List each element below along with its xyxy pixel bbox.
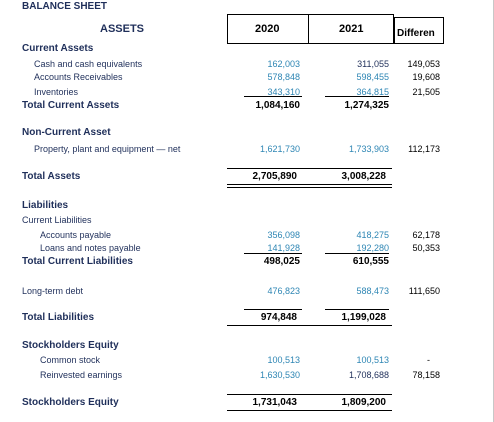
- row-label: Property, plant and equipment — net: [34, 144, 181, 154]
- value-diff: 78,158: [412, 370, 440, 380]
- value-2021: 1,733,903: [348, 144, 389, 154]
- double-rule: [227, 184, 392, 188]
- total-assets-2020: 2,705,890: [252, 171, 297, 182]
- total-equity-label: Stockholders Equity: [22, 397, 119, 408]
- row-label: Cash and cash equivalents: [34, 59, 143, 69]
- value-diff: 50,353: [412, 243, 440, 253]
- value-diff: -: [427, 355, 430, 365]
- value-2020: 356,098: [267, 230, 300, 240]
- value-2020: 1,630,530: [259, 370, 300, 380]
- value-2021: 598,455: [356, 72, 389, 82]
- long-term-debt-label: Long-term debt: [22, 286, 84, 296]
- total-assets-2021: 3,008,228: [341, 171, 386, 182]
- value-2021: 100,513: [356, 355, 389, 365]
- total-liabilities-2020: 974,848: [260, 312, 297, 323]
- top-rule: [244, 309, 302, 310]
- total-value-2021: 610,555: [352, 256, 389, 267]
- value-diff: 19,608: [412, 72, 440, 82]
- total-value-2020: 498,025: [263, 256, 300, 267]
- total-equity-2021: 1,809,200: [341, 397, 386, 408]
- row-label: Common stock: [40, 355, 101, 365]
- value-2020: 100,513: [267, 355, 300, 365]
- row-label: Loans and notes payable: [40, 243, 141, 253]
- total-assets-label: Total Assets: [22, 171, 81, 182]
- header-2020-cell: [227, 14, 310, 44]
- value-diff: 112,173: [408, 144, 440, 154]
- total-equity-2020: 1,731,043: [252, 397, 297, 408]
- value-2020: 476,823: [267, 286, 300, 296]
- row-label: Accounts Receivables: [34, 72, 123, 82]
- subtotal-rule: [325, 96, 389, 97]
- top-rule: [227, 168, 392, 169]
- section-current-assets: Current Assets: [22, 43, 94, 54]
- header-2020: 2020: [255, 23, 280, 35]
- row-label: Accounts payable: [40, 230, 112, 240]
- value-2020: 162,003: [267, 59, 300, 69]
- subtotal-rule: [244, 96, 302, 97]
- subtotal-rule: [325, 253, 389, 254]
- header-2021-cell: [308, 14, 394, 44]
- value-2021: 418,275: [356, 230, 389, 240]
- value-2021: 364,815: [356, 87, 389, 97]
- top-rule: [227, 394, 392, 395]
- row-label: Reinvested earnings: [40, 370, 123, 380]
- value-2020: 343,310: [267, 87, 300, 97]
- value-diff: 62,178: [412, 230, 440, 240]
- section-stockholders-equity: Stockholders Equity: [22, 340, 119, 351]
- total-current-liabilities-label: Total Current Liabilities: [22, 256, 133, 267]
- assets-header: ASSETS: [100, 23, 145, 35]
- total-value-2021: 1,274,325: [344, 100, 389, 111]
- value-diff: 21,505: [412, 87, 440, 97]
- value-2020: 1,621,730: [259, 144, 300, 154]
- total-current-assets-label: Total Current Assets: [22, 100, 120, 111]
- total-value-2020: 1,084,160: [255, 100, 300, 111]
- total-liabilities-label: Total Liabilities: [22, 312, 95, 323]
- value-diff: 149,053: [407, 59, 440, 69]
- value-2020: 141,928: [267, 243, 300, 253]
- section-liabilities: Liabilities: [22, 200, 69, 211]
- sheet-title: BALANCE SHEET: [22, 1, 108, 12]
- subsection-current-liabilities: Current Liabilities: [22, 215, 92, 225]
- subtotal-rule: [244, 253, 302, 254]
- total-liabilities-2021: 1,199,028: [341, 312, 386, 323]
- value-2021: 192,280: [356, 243, 389, 253]
- bottom-rule: [227, 325, 392, 326]
- value-2020: 578,848: [267, 72, 300, 82]
- header-diff: Differen: [397, 28, 435, 39]
- value-2021: 1,708,688: [348, 370, 389, 380]
- bottom-rule: [227, 410, 392, 411]
- value-diff: 111,650: [408, 286, 440, 296]
- value-2021: 588,473: [356, 286, 389, 296]
- section-non-current-asset: Non-Current Asset: [22, 127, 111, 138]
- header-2021: 2021: [339, 23, 364, 35]
- header-diff-cell: [394, 17, 444, 44]
- value-2021: 311,055: [357, 59, 389, 69]
- row-label: Inventories: [34, 87, 79, 97]
- top-rule: [325, 309, 389, 310]
